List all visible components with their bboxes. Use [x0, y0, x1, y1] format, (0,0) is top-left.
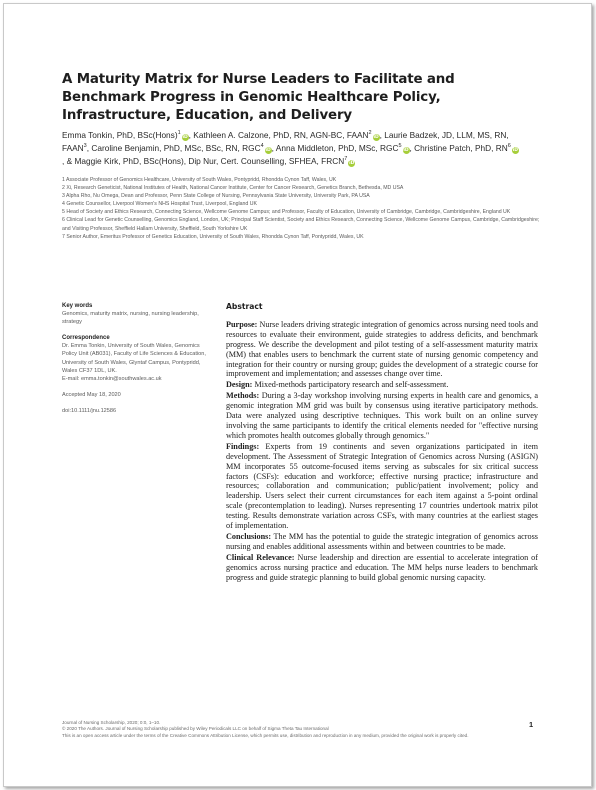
abstract-section-text: The MM has the potential to guide the strategic integration of genomics across nursing and enables additional assessments within and between countries to be made.	[226, 531, 538, 551]
abstract-section-text: Mixed-methods participatory research and self-assessment.	[252, 380, 449, 390]
author-name: Caroline Benjamin, PhD, MSc, BSc, RN, RGC	[91, 142, 261, 153]
abstract-body	[226, 320, 538, 583]
abstract-paragraph	[226, 553, 538, 583]
doi-link[interactable]: doi:10.1111/jnu.12586	[62, 407, 117, 414]
abstract-paragraph	[226, 532, 538, 552]
author-name: Kathleen A. Calzone, PhD, RN, AGN-BC, FAAN	[193, 130, 369, 140]
author-affiliation-marker: 1	[177, 130, 181, 137]
affiliation-item: 3 Alpha Rho, Nu Omega, Dean and Professor, Penn State College of Nursing, Pennsylvania State University, University Park, PA USA	[62, 193, 370, 200]
author-separator: , &	[62, 155, 75, 166]
abstract-paragraph	[226, 442, 538, 531]
author-affiliation-marker: 5	[398, 143, 402, 150]
abstract-paragraph	[226, 380, 538, 390]
affiliation-list	[62, 176, 540, 241]
author-separator: ,	[86, 142, 92, 153]
author-affiliation-marker: 3	[83, 143, 87, 150]
affiliation-item: 1 Associate Professor of Genomics Healthcare, University of South Wales, Pontypridd, Rhondda Cynon Taff, Wales, UK	[62, 177, 337, 183]
article-title: A Maturity Matrix for Nurse Leaders to Facilitate and Benchmark Progress in Genomic Healthcare Policy, Infrastructure, Education, and Delivery	[62, 72, 455, 123]
abstract-section-label: Purpose:	[226, 319, 258, 329]
abstract-paragraph	[226, 391, 538, 441]
affiliation-item: 2 Xi, Research Geneticist, National Institutes of Health, National Cancer Institute, Center for Cancer Research, Genetics Branch, Bethesda, MD USA	[62, 185, 404, 192]
author-separator: ,	[409, 142, 415, 153]
correspondence-email[interactable]: E-mail: emma.tonkin@southwales.ac.uk	[62, 375, 162, 382]
orcid-icon[interactable]: iD	[182, 135, 188, 140]
author-name: Maggie Kirk, PhD, BSc(Hons), Dip Nur, Cert. Counselling, SFHEA, FRCN	[74, 155, 345, 166]
abstract-section-text: Nurse leaders driving strategic integration of genomics across nursing need tools and resources to evaluate their environment, guide strategies to address deficits, and benchmark progress. We describe the development and pilot testing of a self-assessment maturity matrix (MM) that enables users to benchmark the current state of nursing genomic competency and integration for their country or nursing group; guides the development of a strategic course for improvement and implementation; and assesses change over time.	[226, 319, 538, 379]
orcid-icon[interactable]: iD	[349, 160, 355, 166]
abstract-section-text: Nurse leadership and direction are essential to accelerate integration of genomics across nursing practice and education. The MM helps nurse leaders to benchmark progress and guide strategic planning to build global genomic nursing capacity.	[226, 552, 538, 582]
author-affiliation-marker: 6	[507, 143, 511, 150]
correspondence-heading: Correspondence	[62, 335, 110, 342]
orcid-icon[interactable]: iD	[512, 147, 518, 153]
abstract-heading: Abstract	[226, 302, 263, 311]
keywords-text: Genomics, maturity matrix, nursing, nursing leadership, strategy	[62, 311, 199, 326]
page-number: 1	[529, 720, 534, 729]
affiliation-item: 7 Senior Author, Emeritus Professor of Genetics Education, University of South Wales, Rhondda Cynon Taff, Pontypridd, Wales, UK	[62, 233, 364, 240]
abstract-section-text: During a 3-day workshop involving nursing experts in health care and genomics, a genomic integration MM grid was built by consensus using iterative participatory methods. Data were analyzed using descriptive techniques. This work built on an online survey involving the same participants to identify the critical elements needed for "effective nursing which promotes health outcomes globally through genomics."	[226, 391, 538, 440]
orcid-icon[interactable]: iD	[403, 147, 409, 153]
page-footer	[62, 720, 482, 739]
affiliation-item: 5 Head of Society and Ethics Research, Connecting Science, Wellcome Genome Campus; and Professor, Faculty of Education, University of Cambridge, Cambridge, Cambridgeshire, England UK	[62, 209, 511, 216]
abstract-section-label: Findings:	[226, 441, 260, 451]
abstract-section-label: Conclusions:	[226, 531, 272, 541]
abstract-paragraph	[226, 320, 538, 379]
affiliation-item: 4 Genetic Counsellor, Liverpool Women's NHS Hospital Trust, Liverpool, England UK	[62, 201, 257, 208]
orcid-icon[interactable]: iD	[265, 147, 271, 153]
author-list	[62, 129, 542, 167]
article-page	[3, 3, 592, 787]
author-separator: ,	[271, 142, 276, 153]
author-affiliation-marker: 2	[368, 130, 372, 137]
abstract-section-label: Design:	[226, 380, 253, 390]
copyright-notice: © 2020 The Authors. Journal of Nursing Scholarship published by Wiley Periodicals LLC on behalf of Sigma Theta Tau International	[62, 726, 329, 732]
article-sidebar	[62, 302, 212, 415]
keywords-heading: Key words	[62, 303, 93, 309]
abstract-section-label: Methods:	[226, 391, 260, 401]
author-affiliation-marker: 7	[344, 155, 348, 162]
orcid-icon[interactable]: iD	[373, 135, 379, 140]
abstract-section	[226, 302, 538, 583]
author-separator: ,	[379, 130, 385, 140]
journal-citation: Journal of Nursing Scholarship, 2020; 0:0, 1–10.	[62, 720, 161, 725]
license-notice: This is an open access article under the terms of the Creative Commons Attribution License, which permits use, distribution and reproduction in any medium, provided the original work is properly cited.	[62, 732, 469, 738]
author-affiliation-marker: 4	[260, 143, 264, 150]
affiliation-item: 6 Clinical Lead for Genetic Counselling, Genomics England, London, UK; Principal Staff Scientist, Society and Ethics Research, Connecting Science, Wellcome Genome Campus, Cambridge, Cambridgeshire; and Visiting Professor, Sheffield Hallam University, Sheffield, South Yorkshire UK	[62, 217, 540, 232]
author-name: Anna Middleton, PhD, MSc, RGC	[275, 142, 399, 153]
author-separator: ,	[188, 130, 194, 140]
author-name: Emma Tonkin, PhD, BSc(Hons)	[62, 130, 178, 140]
author-name: Laurie Badzek, JD, LLM, MS, RN, FAAN	[62, 130, 509, 153]
accepted-date: Accepted May 18, 2020	[62, 391, 121, 398]
author-name: Christine Patch, PhD, RN	[414, 142, 508, 153]
correspondence-text: Dr. Emma Tonkin, University of South Wales, Genomics Policy Unit (AB031), Faculty of Life Sciences & Education, University of South Wales, Glyntaf Campus, Pontypridd, Wales CF37 1DL, UK.	[62, 343, 206, 374]
abstract-section-label: Clinical Relevance:	[226, 552, 295, 562]
abstract-section-text: Experts from 19 continents and seven organizations participated in item development. The Assessment of Strategic Integration of Genomics across Nursing (ASIGN) MM incorporates 55 outcome-focused items serving as subscales for six critical success factors (CSFs): education and workforce; effective nursing practice; infrastructure and resources; collaboration and communication; public/patient involvement; policy and leadership. Users select their current circumstances for each item against a 5-point ordinal scale (precontemplation to leading). Nurses representing 17 countries undertook matrix pilot testing. Results demonstrate variation across CSFs, with many countries at the earliest stages of implementation.	[226, 441, 538, 531]
